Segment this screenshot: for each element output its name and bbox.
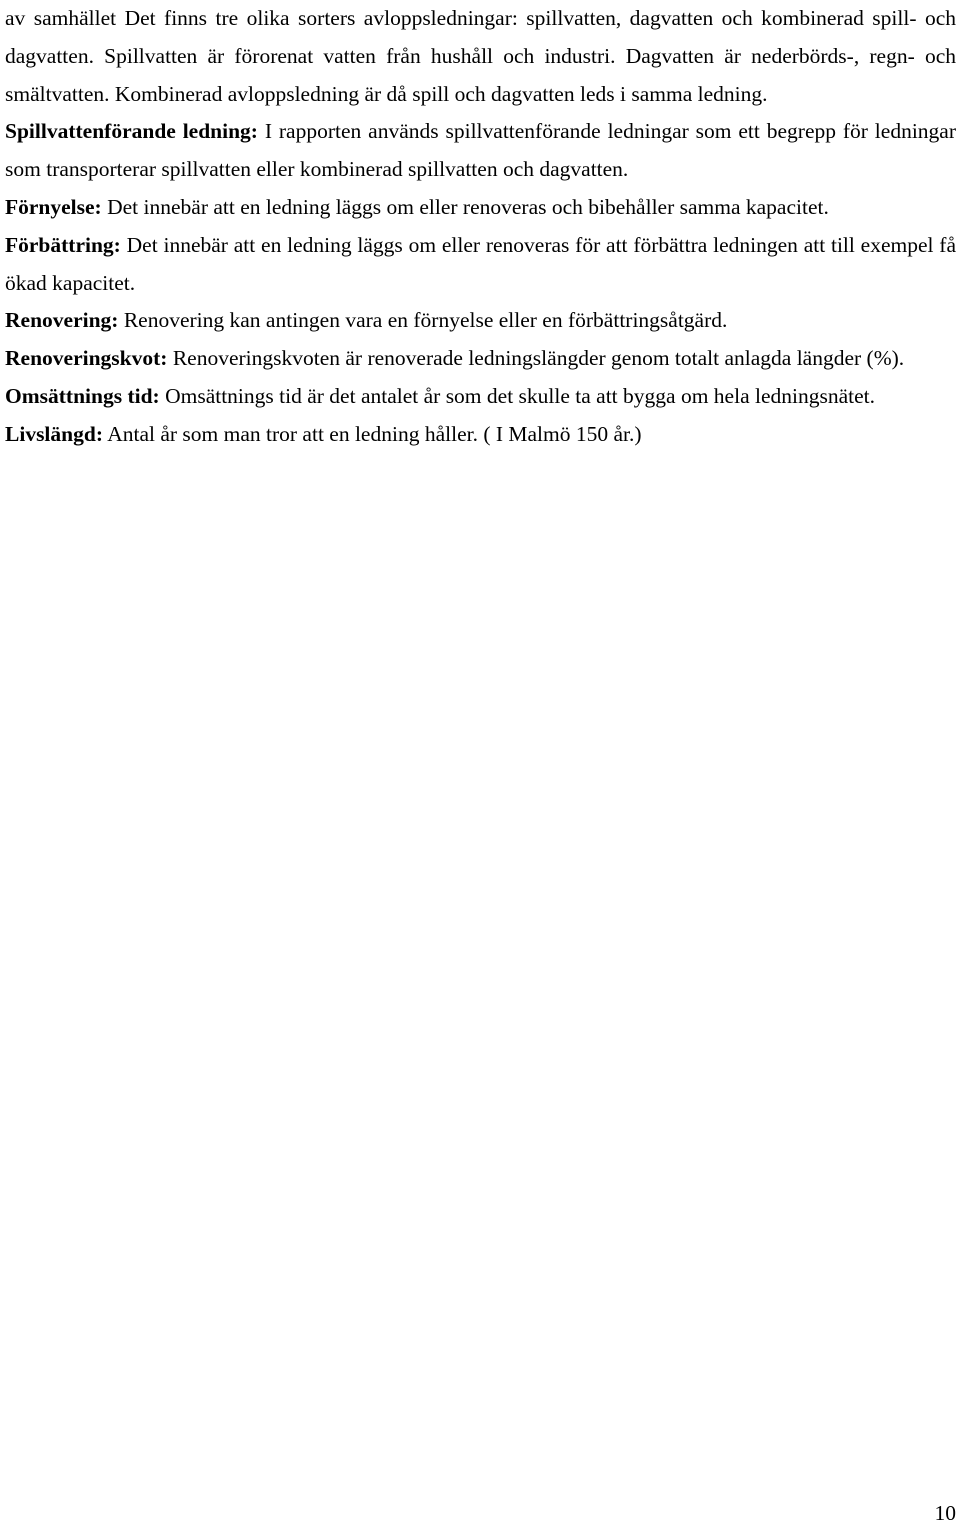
definition-term: Spillvattenförande ledning: (5, 119, 258, 144)
definition-text: Omsättnings tid är det antalet år som det skulle ta att bygga om hela ledningsnätet. (165, 383, 875, 408)
definition-livslangd (5, 416, 956, 454)
definition-text: Renovering kan antingen vara en förnyelse eller en förbättringsåtgärd. (123, 308, 728, 333)
definition-spillvattenforande-ledning (5, 113, 956, 189)
definition-forbattring (5, 227, 956, 303)
definition-text: Antal år som man tror att en ledning håller. ( I Malmö 150 år.) (107, 421, 642, 446)
definition-renovering (5, 302, 956, 340)
definition-fornyelse (5, 189, 956, 227)
definition-term: Förbättring: (5, 232, 121, 257)
definition-term: Renovering: (5, 308, 119, 333)
page-number: 10 (934, 1501, 956, 1525)
definition-text: I rapporten används spillvattenförande ledningar som ett begrepp för ledningar som transporterar spillvatten eller kombinerad spillvatten och dagvatten. (5, 119, 957, 182)
definition-text: Renoveringskvoten är renoverade ledningslängder genom totalt anlagda längder (%). (172, 346, 905, 371)
definition-text: Det innebär att en ledning läggs om eller renoveras och bibehåller samma kapacitet. (107, 194, 829, 219)
definition-term: Förnyelse: (5, 194, 102, 219)
definition-omsattnings-tid (5, 378, 956, 416)
definition-term: Omsättnings tid: (5, 383, 160, 408)
intro-paragraph: av samhället Det finns tre olika sorters avloppsledningar: spillvatten, dagvatten och kombinerad spill- och dagvatten. Spillvatten är förorenat vatten från hushåll och industri. Dagvatten är nederbörds-, regn- och smältvatten. Kombinerad avloppsledning är då spill och dagvatten leds i samma ledning. (5, 6, 956, 106)
definition-term: Livslängd: (5, 421, 103, 446)
definition-term: Renoveringskvot: (5, 346, 168, 371)
definition-renoveringskvot (5, 340, 956, 378)
document-page (5, 0, 956, 454)
definition-text: Det innebär att en ledning läggs om eller renoveras för att förbättra ledningen att till exempel få ökad kapacitet. (5, 232, 956, 295)
